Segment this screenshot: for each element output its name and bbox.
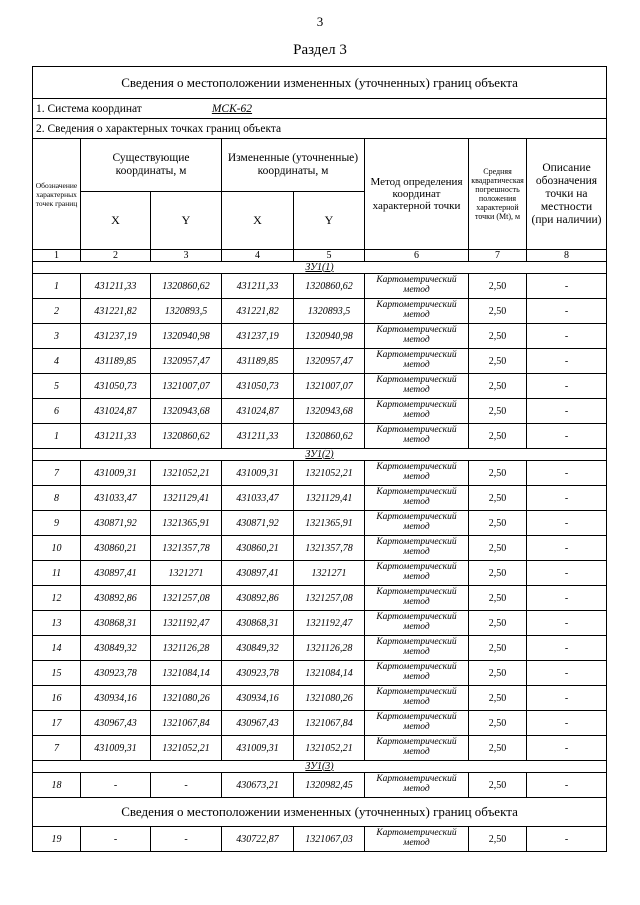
accuracy-cell: 2,50	[469, 661, 527, 686]
method-cell: Картометрический метод	[365, 773, 469, 798]
point-number: 14	[33, 636, 81, 661]
description-cell: -	[527, 611, 607, 636]
changed-x: 431221,82	[222, 299, 294, 324]
changed-x: 430849,32	[222, 636, 294, 661]
existing-x: 430892,86	[81, 586, 151, 611]
coord-system-value: МСК-62	[211, 102, 253, 115]
coord-system-label: 1. Система координат	[36, 102, 142, 115]
point-number: 2	[33, 299, 81, 324]
col-number: 3	[151, 250, 222, 262]
changed-y: 1321129,41	[294, 486, 365, 511]
description-cell: -	[527, 536, 607, 561]
point-number: 1	[33, 274, 81, 299]
description-cell: -	[527, 299, 607, 324]
existing-x: 431211,33	[81, 274, 151, 299]
existing-x: -	[81, 827, 151, 852]
group-row	[33, 262, 607, 274]
description-cell: -	[527, 636, 607, 661]
description-cell: -	[527, 424, 607, 449]
group-label: ЗУ1(1)	[33, 262, 607, 274]
changed-x: 431050,73	[222, 374, 294, 399]
table-row	[33, 827, 607, 852]
method-cell: Картометрический метод	[365, 349, 469, 374]
existing-x: 431189,85	[81, 349, 151, 374]
method-cell: Картометрический метод	[365, 461, 469, 486]
existing-y: 1321084,14	[151, 661, 222, 686]
changed-x: 431024,87	[222, 399, 294, 424]
accuracy-cell: 2,50	[469, 399, 527, 424]
method-cell: Картометрический метод	[365, 586, 469, 611]
table-row	[33, 486, 607, 511]
changed-y: 1320860,62	[294, 424, 365, 449]
changed-x: 430868,31	[222, 611, 294, 636]
changed-y: 1320982,45	[294, 773, 365, 798]
table-row	[33, 424, 607, 449]
method-cell: Картометрический метод	[365, 686, 469, 711]
points-heading: 2. Сведения о характерных точках границ объекта	[33, 119, 607, 139]
accuracy-cell: 2,50	[469, 711, 527, 736]
changed-x: 431009,31	[222, 736, 294, 761]
accuracy-cell: 2,50	[469, 827, 527, 852]
changed-y: 1321067,84	[294, 711, 365, 736]
header-method: Метод определения координат характерной точки	[365, 139, 469, 250]
existing-y: 1320860,62	[151, 424, 222, 449]
existing-y: 1321192,47	[151, 611, 222, 636]
changed-y: 1320860,62	[294, 274, 365, 299]
accuracy-cell: 2,50	[469, 773, 527, 798]
col-number: 8	[527, 250, 607, 262]
existing-y: 1320957,47	[151, 349, 222, 374]
existing-x: 431221,82	[81, 299, 151, 324]
changed-y: 1321192,47	[294, 611, 365, 636]
changed-x: 430923,78	[222, 661, 294, 686]
section-title: Раздел 3	[293, 42, 347, 58]
existing-x: 431050,73	[81, 374, 151, 399]
existing-x: 431211,33	[81, 424, 151, 449]
col-number: 2	[81, 250, 151, 262]
accuracy-cell: 2,50	[469, 511, 527, 536]
point-number: 17	[33, 711, 81, 736]
changed-y: 1321357,78	[294, 536, 365, 561]
header-point-designation: Обозначение характерных точек границ	[33, 139, 81, 250]
accuracy-cell: 2,50	[469, 324, 527, 349]
point-number: 16	[33, 686, 81, 711]
method-cell: Картометрический метод	[365, 636, 469, 661]
existing-y: -	[151, 827, 222, 852]
point-number: 10	[33, 536, 81, 561]
changed-y: 1321271	[294, 561, 365, 586]
method-cell: Картометрический метод	[365, 511, 469, 536]
description-cell: -	[527, 561, 607, 586]
description-cell: -	[527, 827, 607, 852]
description-cell: -	[527, 461, 607, 486]
changed-y: 1321052,21	[294, 461, 365, 486]
changed-y: 1321257,08	[294, 586, 365, 611]
changed-x: 431009,31	[222, 461, 294, 486]
method-cell: Картометрический метод	[365, 827, 469, 852]
accuracy-cell: 2,50	[469, 486, 527, 511]
changed-y: 1320940,98	[294, 324, 365, 349]
changed-x: 431237,19	[222, 324, 294, 349]
description-cell: -	[527, 773, 607, 798]
group-label: ЗУ1(2)	[33, 449, 607, 461]
changed-y: 1321126,28	[294, 636, 365, 661]
point-number: 15	[33, 661, 81, 686]
changed-x: 430871,92	[222, 511, 294, 536]
group-row	[33, 449, 607, 461]
table-row	[33, 661, 607, 686]
existing-y: 1320893,5	[151, 299, 222, 324]
accuracy-cell: 2,50	[469, 586, 527, 611]
accuracy-cell: 2,50	[469, 461, 527, 486]
point-number: 8	[33, 486, 81, 511]
header-changed-coords: Измененные (уточненные) координаты, м	[222, 139, 365, 192]
changed-y: 1321052,21	[294, 736, 365, 761]
description-cell: -	[527, 736, 607, 761]
accuracy-cell: 2,50	[469, 561, 527, 586]
changed-y: 1321067,03	[294, 827, 365, 852]
changed-y: 1320893,5	[294, 299, 365, 324]
col-number: 4	[222, 250, 294, 262]
table-row	[33, 636, 607, 661]
existing-x: 430849,32	[81, 636, 151, 661]
description-cell: -	[527, 274, 607, 299]
method-cell: Картометрический метод	[365, 486, 469, 511]
existing-y: 1321126,28	[151, 636, 222, 661]
changed-x: 431211,33	[222, 424, 294, 449]
existing-x: -	[81, 773, 151, 798]
changed-x: 431189,85	[222, 349, 294, 374]
existing-y: 1321129,41	[151, 486, 222, 511]
method-cell: Картометрический метод	[365, 324, 469, 349]
existing-y: 1321357,78	[151, 536, 222, 561]
existing-y: 1321257,08	[151, 586, 222, 611]
description-cell: -	[527, 349, 607, 374]
table-row	[33, 349, 607, 374]
col-number: 7	[469, 250, 527, 262]
point-number: 13	[33, 611, 81, 636]
coord-system-row	[33, 99, 607, 119]
method-cell: Картометрический метод	[365, 611, 469, 636]
changed-x: 430722,87	[222, 827, 294, 852]
table-row	[33, 374, 607, 399]
existing-y: 1321052,21	[151, 461, 222, 486]
table-row	[33, 561, 607, 586]
existing-x: 431009,31	[81, 461, 151, 486]
table-row	[33, 711, 607, 736]
existing-x: 430868,31	[81, 611, 151, 636]
table-row	[33, 736, 607, 761]
point-number: 7	[33, 461, 81, 486]
point-number: 5	[33, 374, 81, 399]
existing-y: 1321271	[151, 561, 222, 586]
changed-y: 1321084,14	[294, 661, 365, 686]
description-cell: -	[527, 511, 607, 536]
point-number: 18	[33, 773, 81, 798]
page-number: 3	[316, 14, 324, 29]
table-row	[33, 299, 607, 324]
table-row	[33, 536, 607, 561]
method-cell: Картометрический метод	[365, 536, 469, 561]
changed-x: 431033,47	[222, 486, 294, 511]
description-cell: -	[527, 486, 607, 511]
existing-x: 431033,47	[81, 486, 151, 511]
point-number: 6	[33, 399, 81, 424]
description-cell: -	[527, 661, 607, 686]
table-row	[33, 586, 607, 611]
accuracy-cell: 2,50	[469, 611, 527, 636]
table-row	[33, 686, 607, 711]
existing-y: 1320860,62	[151, 274, 222, 299]
existing-y: 1321052,21	[151, 736, 222, 761]
changed-x: 430897,41	[222, 561, 294, 586]
changed-x: 430934,16	[222, 686, 294, 711]
table-row	[33, 773, 607, 798]
table-row	[33, 511, 607, 536]
method-cell: Картометрический метод	[365, 711, 469, 736]
changed-x: 430860,21	[222, 536, 294, 561]
existing-y: 1321067,84	[151, 711, 222, 736]
existing-x: 430967,43	[81, 711, 151, 736]
changed-y: 1321007,07	[294, 374, 365, 399]
changed-y: 1320957,47	[294, 349, 365, 374]
description-cell: -	[527, 399, 607, 424]
existing-x: 430897,41	[81, 561, 151, 586]
header-existing-coords: Существующие координаты, м	[81, 139, 222, 192]
existing-x: 430871,92	[81, 511, 151, 536]
existing-y: 1321007,07	[151, 374, 222, 399]
changed-y: 1321080,26	[294, 686, 365, 711]
table-title: Сведения о местоположении измененных (уточненных) границ объекта	[33, 67, 607, 99]
accuracy-cell: 2,50	[469, 636, 527, 661]
col-number: 1	[33, 250, 81, 262]
existing-y: 1321080,26	[151, 686, 222, 711]
accuracy-cell: 2,50	[469, 736, 527, 761]
table-row	[33, 611, 607, 636]
header-x-existing: X	[81, 192, 151, 250]
accuracy-cell: 2,50	[469, 349, 527, 374]
changed-y: 1320943,68	[294, 399, 365, 424]
col-number: 5	[294, 250, 365, 262]
second-table-title: Сведения о местоположении измененных (уточненных) границ объекта	[33, 798, 607, 827]
accuracy-cell: 2,50	[469, 536, 527, 561]
accuracy-cell: 2,50	[469, 274, 527, 299]
header-y-changed: Y	[294, 192, 365, 250]
description-cell: -	[527, 374, 607, 399]
header-y-existing: Y	[151, 192, 222, 250]
point-number: 1	[33, 424, 81, 449]
point-number: 12	[33, 586, 81, 611]
existing-x: 431237,19	[81, 324, 151, 349]
existing-y: 1320940,98	[151, 324, 222, 349]
changed-x: 430967,43	[222, 711, 294, 736]
method-cell: Картометрический метод	[365, 561, 469, 586]
existing-y: 1321365,91	[151, 511, 222, 536]
point-number: 11	[33, 561, 81, 586]
accuracy-cell: 2,50	[469, 686, 527, 711]
point-number: 3	[33, 324, 81, 349]
point-number: 9	[33, 511, 81, 536]
description-cell: -	[527, 686, 607, 711]
point-number: 19	[33, 827, 81, 852]
point-number: 7	[33, 736, 81, 761]
table-row	[33, 461, 607, 486]
description-cell: -	[527, 711, 607, 736]
group-label: ЗУ1(3)	[33, 761, 607, 773]
header-accuracy: Средняя квадратическая погрешность положения характерной точки (Mt), м	[469, 139, 527, 250]
accuracy-cell: 2,50	[469, 299, 527, 324]
boundary-table	[32, 66, 607, 852]
changed-x: 431211,33	[222, 274, 294, 299]
table-row	[33, 324, 607, 349]
changed-y: 1321365,91	[294, 511, 365, 536]
existing-x: 430860,21	[81, 536, 151, 561]
group-row	[33, 761, 607, 773]
table-row	[33, 399, 607, 424]
method-cell: Картометрический метод	[365, 736, 469, 761]
method-cell: Картометрический метод	[365, 299, 469, 324]
existing-x: 430934,16	[81, 686, 151, 711]
header-description: Описание обозначения точки на местности (при наличии)	[527, 139, 607, 250]
existing-y: 1320943,68	[151, 399, 222, 424]
method-cell: Картометрический метод	[365, 424, 469, 449]
description-cell: -	[527, 324, 607, 349]
existing-x: 431009,31	[81, 736, 151, 761]
col-number: 6	[365, 250, 469, 262]
accuracy-cell: 2,50	[469, 374, 527, 399]
method-cell: Картометрический метод	[365, 399, 469, 424]
existing-x: 431024,87	[81, 399, 151, 424]
method-cell: Картометрический метод	[365, 661, 469, 686]
method-cell: Картометрический метод	[365, 374, 469, 399]
header-x-changed: X	[222, 192, 294, 250]
existing-x: 430923,78	[81, 661, 151, 686]
changed-x: 430892,86	[222, 586, 294, 611]
accuracy-cell: 2,50	[469, 424, 527, 449]
description-cell: -	[527, 586, 607, 611]
changed-x: 430673,21	[222, 773, 294, 798]
existing-y: -	[151, 773, 222, 798]
method-cell: Картометрический метод	[365, 274, 469, 299]
point-number: 4	[33, 349, 81, 374]
table-row	[33, 274, 607, 299]
